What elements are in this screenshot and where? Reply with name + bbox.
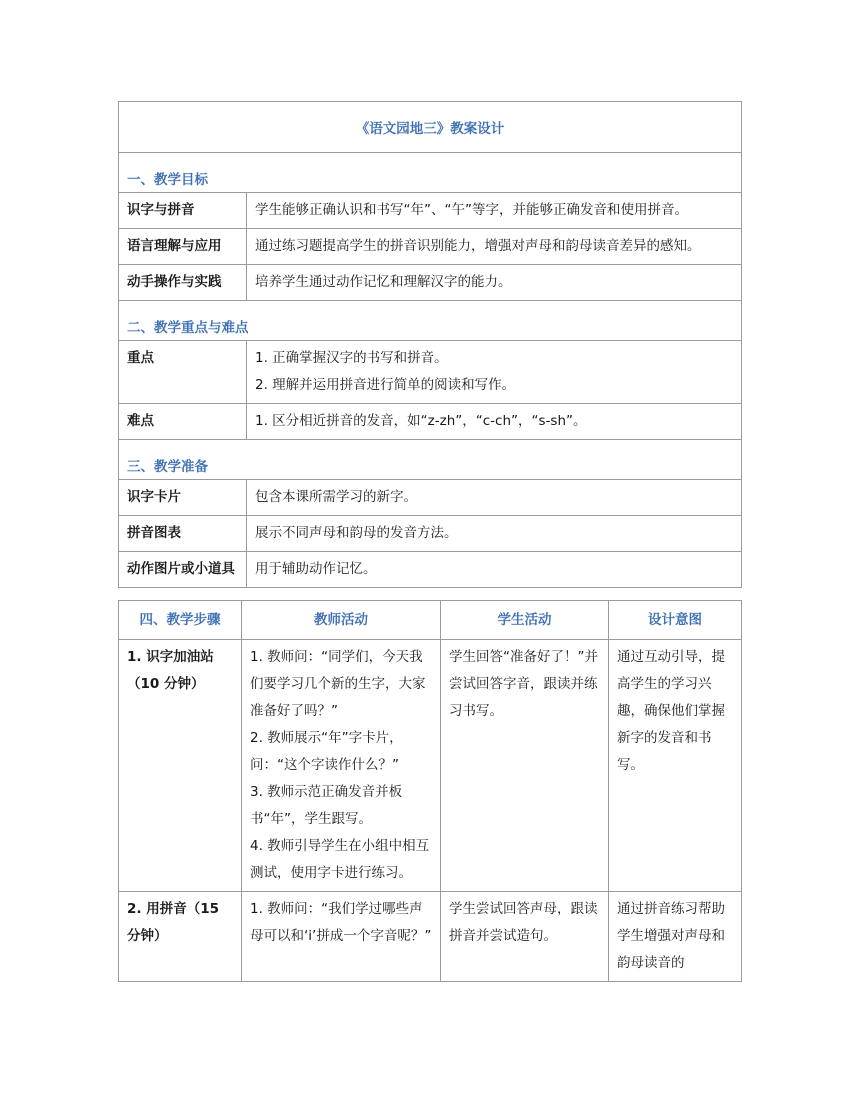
table-row xyxy=(119,229,742,265)
design-intent: 通过互动引导，提高学生的学习兴趣，确保他们掌握新字的发音和书写。 xyxy=(609,640,742,892)
prep-label: 动作图片或小道具 xyxy=(119,552,247,588)
steps-table xyxy=(118,600,742,982)
table-row xyxy=(119,193,742,229)
prep-label: 拼音图表 xyxy=(119,516,247,552)
table-row xyxy=(119,552,742,588)
table-row xyxy=(119,265,742,301)
table-row xyxy=(119,404,742,440)
prep-label: 识字卡片 xyxy=(119,480,247,516)
teacher-activity-item: 3. 教师示范正确发音并板书“年”，学生跟写。 xyxy=(250,784,403,827)
document-title: 《语文园地三》教案设计 xyxy=(119,102,742,153)
lesson-plan-sheet xyxy=(118,101,741,982)
key-point-label: 重点 xyxy=(119,341,247,404)
student-activity: 学生回答“准备好了！”并尝试回答字音，跟读并练习书写。 xyxy=(441,640,609,892)
design-intent: 通过拼音练习帮助学生增强对声母和韵母读音的 xyxy=(609,892,742,982)
steps-header-row xyxy=(119,601,742,640)
teacher-activity-item: 1. 教师问：“同学们，今天我们要学习几个新的生字，大家准备好了吗？” xyxy=(250,649,426,719)
step-name: 2. 用拼音（15 分钟） xyxy=(119,892,242,982)
column-header: 设计意图 xyxy=(609,601,742,640)
section-heading-key-points: 二、教学重点与难点 xyxy=(119,301,742,341)
difficulty-line: 1. 区分相近拼音的发音，如“z-zh”，“c-ch”，“s-sh”。 xyxy=(255,413,587,429)
column-header: 教师活动 xyxy=(242,601,441,640)
goal-label: 语言理解与应用 xyxy=(119,229,247,265)
column-header: 四、教学步骤 xyxy=(119,601,242,640)
column-header: 学生活动 xyxy=(441,601,609,640)
section-heading-preparation: 三、教学准备 xyxy=(119,440,742,480)
teacher-activity-item: 2. 教师展示“年”字卡片，问：“这个字读作什么？” xyxy=(250,730,403,773)
student-activity: 学生尝试回答声母，跟读拼音并尝试造句。 xyxy=(441,892,609,982)
prep-text: 展示不同声母和韵母的发音方法。 xyxy=(247,516,742,552)
table-row xyxy=(119,640,742,892)
teacher-activity-item: 4. 教师引导学生在小组中相互测试，使用字卡进行练习。 xyxy=(250,838,430,881)
table-row xyxy=(119,516,742,552)
key-point-content xyxy=(247,341,742,404)
goal-label: 动手操作与实践 xyxy=(119,265,247,301)
difficulty-content xyxy=(247,404,742,440)
goal-text: 学生能够正确认识和书写“年”、“午”等字，并能够正确发音和使用拼音。 xyxy=(247,193,742,229)
prep-text: 包含本课所需学习的新字。 xyxy=(247,480,742,516)
difficulty-label: 难点 xyxy=(119,404,247,440)
goal-text: 通过练习题提高学生的拼音识别能力，增强对声母和韵母读音差异的感知。 xyxy=(247,229,742,265)
key-point-line: 2. 理解并运用拼音进行简单的阅读和写作。 xyxy=(255,377,516,393)
prep-text: 用于辅助动作记忆。 xyxy=(247,552,742,588)
teacher-activity-item: 1. 教师问：“我们学过哪些声母可以和‘i’拼成一个字音呢？” xyxy=(250,901,432,944)
table-row xyxy=(119,892,742,982)
goal-text: 培养学生通过动作记忆和理解汉字的能力。 xyxy=(247,265,742,301)
section-heading-goals: 一、教学目标 xyxy=(119,153,742,193)
overview-table xyxy=(118,101,742,588)
teacher-activity xyxy=(242,892,441,982)
table-row xyxy=(119,341,742,404)
table-row xyxy=(119,480,742,516)
goal-label: 识字与拼音 xyxy=(119,193,247,229)
teacher-activity xyxy=(242,640,441,892)
key-point-line: 1. 正确掌握汉字的书写和拼音。 xyxy=(255,350,448,366)
step-name: 1. 识字加油站（10 分钟） xyxy=(119,640,242,892)
